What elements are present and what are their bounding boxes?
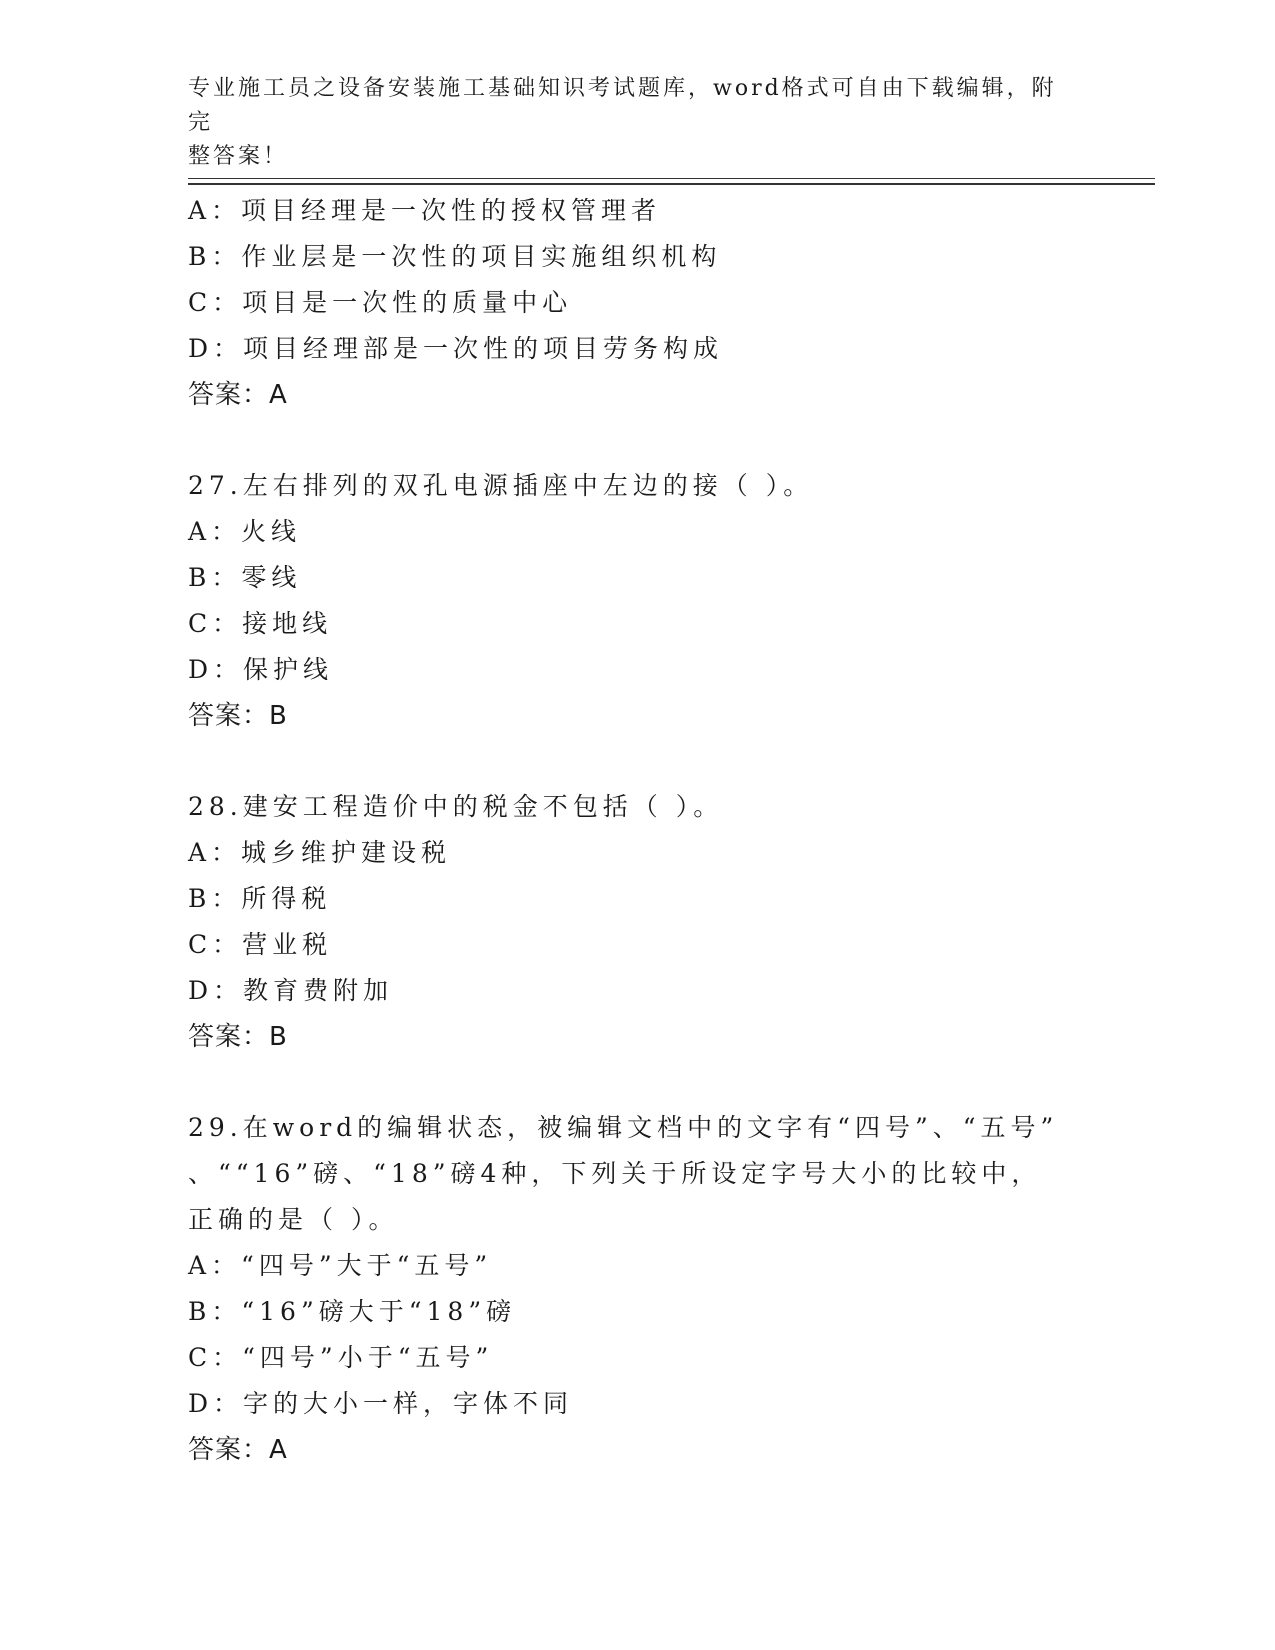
answer-line: 答案：B xyxy=(188,701,288,731)
option-d: D：字的大小一样，字体不同 xyxy=(188,1389,574,1418)
answer-line: 答案：A xyxy=(188,380,288,410)
option-c: C：接地线 xyxy=(188,609,333,638)
header-line-1: 专业施工员之设备安装施工基础知识考试题库，word格式可自由下载编辑，附完 xyxy=(188,76,1057,135)
option-a: A：火线 xyxy=(188,517,302,546)
option-a: A：项目经理是一次性的授权管理者 xyxy=(188,196,662,225)
option-d: D：项目经理部是一次性的项目劳务构成 xyxy=(188,334,724,363)
option-a: A：“四号”大于“五号” xyxy=(188,1251,493,1280)
question-block-29 xyxy=(188,1105,1088,1473)
question-block-28 xyxy=(188,784,1088,1060)
option-c: C：营业税 xyxy=(188,930,333,959)
option-b: B：“16”磅大于“18”磅 xyxy=(188,1297,517,1326)
option-c: C：项目是一次性的质量中心 xyxy=(188,288,573,317)
question-text: 28.建安工程造价中的税金不包括（ ）。 xyxy=(188,792,724,821)
answer-line: 答案：A xyxy=(188,1435,288,1465)
option-c: C：“四号”小于“五号” xyxy=(188,1343,494,1372)
header-line-2: 整答案！ xyxy=(188,144,289,169)
document-header xyxy=(188,72,1068,174)
option-b: B：作业层是一次性的项目实施组织机构 xyxy=(188,242,722,271)
question-text-line-3: 正确的是（ ）。 xyxy=(188,1205,399,1234)
question-text: 27.左右排列的双孔电源插座中左边的接（ ）。 xyxy=(188,471,814,500)
question-text-line-1: 29.在word的编辑状态，被编辑文档中的文字有“四号”、“五号” xyxy=(188,1113,1059,1142)
spacer xyxy=(188,1060,1088,1105)
option-a: A：城乡维护建设税 xyxy=(188,838,452,867)
spacer xyxy=(188,739,1088,784)
header-divider-thin xyxy=(188,178,1155,179)
option-b: B：所得税 xyxy=(188,884,332,913)
header-divider-thick xyxy=(188,183,1155,185)
spacer xyxy=(188,418,1088,463)
option-b: B：零线 xyxy=(188,563,302,592)
question-block-27 xyxy=(188,463,1088,739)
answer-line: 答案：B xyxy=(188,1022,288,1052)
option-d: D：保护线 xyxy=(188,655,334,684)
question-block-26 xyxy=(188,188,1088,418)
option-d: D：教育费附加 xyxy=(188,976,394,1005)
question-text-line-2: 、““16”磅、“18”磅4种，下列关于所设定字号大小的比较中， xyxy=(188,1159,1042,1188)
question-list xyxy=(188,188,1088,1473)
